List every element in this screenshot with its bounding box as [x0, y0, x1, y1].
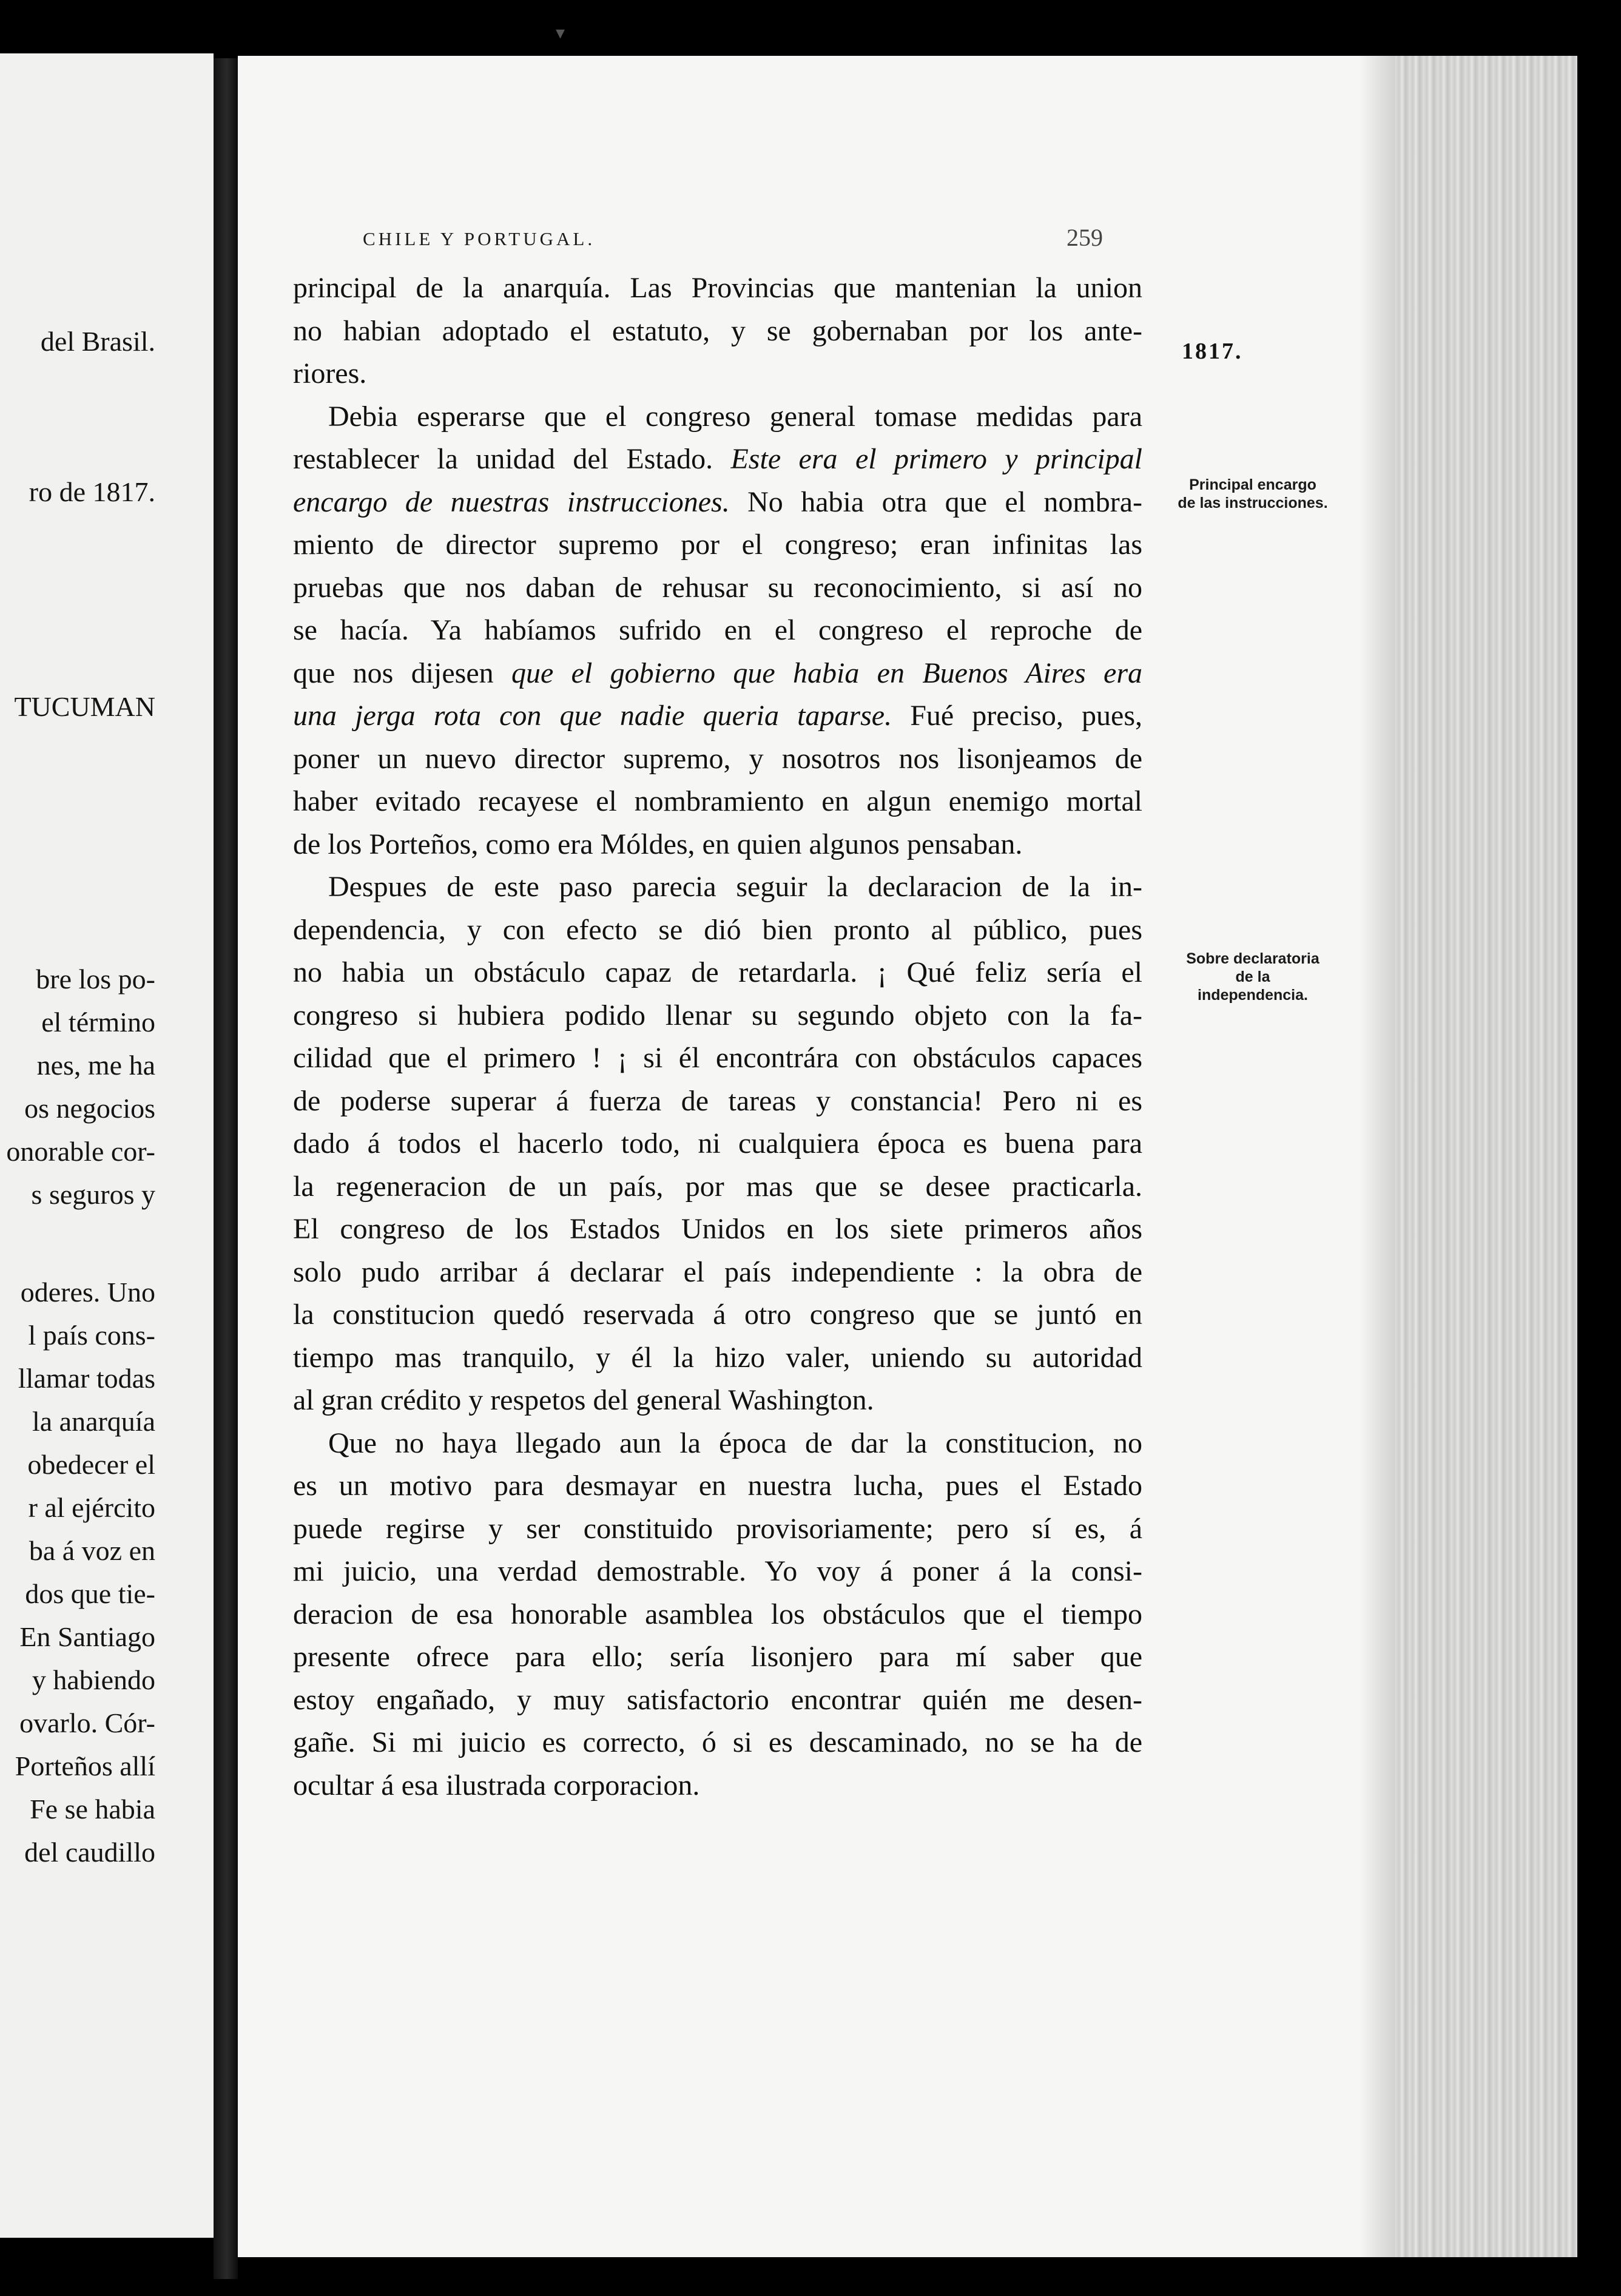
text-line	[293, 438, 1142, 481]
text-line: no habian adoptado el estatuto, y se gobernaban por los ante-	[293, 314, 1142, 347]
text-line: se hacía. Ya habíamos sufrido en el congreso el reproche de	[293, 614, 1142, 646]
left-line: oderes. Uno	[20, 1277, 155, 1308]
left-line: ro de 1817.	[29, 476, 155, 507]
text-line: pruebas que nos daban de rehusar su reconocimiento, si así no	[293, 571, 1142, 604]
text-segment: que nos dijesen	[293, 657, 494, 689]
text-line: cilidad que el primero ! ¡ si él encontrára con obstáculos capaces	[293, 1042, 1142, 1074]
text-line	[293, 695, 1142, 738]
text-line: puede regirse y ser constituido provisoriamente; pero sí es, á	[293, 1512, 1142, 1545]
book-gutter	[214, 58, 238, 2279]
left-line: TUCUMAN	[14, 691, 155, 722]
sidenote-line: Principal encargo	[1189, 476, 1316, 493]
text-line: gañe. Si mi juicio es correcto, ó si es descaminado, no se ha de	[293, 1726, 1142, 1758]
text-line: solo pudo arribar á declarar el país independiente : la obra de	[293, 1255, 1142, 1288]
italic-segment: una jerga rota con que nadie queria taparse.	[293, 700, 892, 732]
text-line: El congreso de los Estados Unidos en los siete primeros años	[293, 1213, 1142, 1245]
text-line: de los Porteños, como era Móldes, en quien algunos pensaban.	[293, 828, 1023, 860]
text-line: mi juicio, una verdad demostrable. Yo voy á poner á la consi-	[293, 1555, 1142, 1587]
text-line: al gran crédito y respetos del general Washington.	[293, 1384, 874, 1416]
italic-segment: encargo de nuestras instrucciones.	[293, 485, 730, 518]
left-line: obedecer el	[27, 1449, 155, 1480]
text-line: deracion de esa honorable asamblea los obstáculos que el tiempo	[293, 1598, 1142, 1630]
left-line: r al ejército	[28, 1492, 155, 1523]
page-edge-shade	[1359, 56, 1395, 2257]
text-line: riores.	[293, 357, 367, 390]
page-number: 259	[1067, 224, 1103, 251]
running-head-title: CHILE Y PORTUGAL.	[363, 228, 596, 249]
left-line: del Brasil.	[40, 326, 155, 357]
text-line: congreso si hubiera podido llenar su segundo objeto con la fa-	[293, 999, 1142, 1032]
left-line: llamar todas	[18, 1363, 155, 1394]
left-line: bre los po-	[36, 964, 155, 994]
page-stack-edge	[1395, 56, 1577, 2257]
text-line: Despues de este paso parecia seguir la declaracion de la in-	[328, 871, 1142, 903]
left-line: onorable cor-	[6, 1136, 155, 1167]
text-line: presente ofrece para ello; sería lisonjero para mí saber que	[293, 1641, 1142, 1673]
left-line: l país cons-	[28, 1320, 155, 1351]
text-line: ocultar á esa ilustrada corporacion.	[293, 1769, 700, 1801]
sidenote-line: independencia.	[1198, 987, 1308, 1004]
text-line: la constitucion quedó reservada á otro congreso que se juntó en	[293, 1298, 1142, 1331]
text-segment: restablecer la unidad del Estado.	[293, 443, 713, 475]
text-line: dependencia, y con efecto se dió bien pronto al público, pues	[293, 913, 1142, 946]
body-text	[293, 267, 1142, 1807]
sidenote-line: de las instrucciones.	[1178, 495, 1328, 512]
bookmark-glyph-icon: ▾	[556, 22, 565, 44]
left-line: ovarlo. Cór-	[19, 1707, 155, 1738]
text-segment: No habia otra que el nombra-	[747, 485, 1142, 518]
left-line: nes, me ha	[36, 1050, 155, 1081]
left-line: Porteños allí	[15, 1751, 155, 1781]
text-line: haber evitado recayese el nombramiento en algun enemigo mortal	[293, 785, 1142, 817]
text-line: principal de la anarquía. Las Provincias que mantenian la union	[293, 272, 1142, 304]
text-line: tiempo mas tranquilo, y él la hizo valer, uniendo su autoridad	[293, 1341, 1142, 1374]
left-line: el término	[41, 1007, 155, 1038]
text-line: Debia esperarse que el congreso general tomase medidas para	[328, 400, 1142, 433]
left-line: y habiendo	[32, 1664, 155, 1695]
italic-segment: que el gobierno que habia en Buenos Aires era	[511, 657, 1143, 689]
text-line: Que no haya llegado aun la época de dar la constitucion, no	[328, 1427, 1142, 1459]
sidenote-line: de la	[1235, 968, 1270, 985]
italic-segment: Este era el primero y principal	[730, 443, 1142, 475]
text-line: la regeneracion de un país, por mas que se desee practicarla.	[293, 1170, 1142, 1203]
text-line: estoy engañado, y muy satisfactorio encontrar quién me desen-	[293, 1683, 1142, 1716]
margin-year: 1817.	[1182, 339, 1243, 364]
text-line: de poderse superar á fuerza de tareas y constancia! Pero ni es	[293, 1084, 1142, 1117]
text-line: miento de director supremo por el congreso; eran infinitas las	[293, 528, 1142, 561]
text-line: dado á todos el hacerlo todo, ni cualquiera época es buena para	[293, 1127, 1142, 1160]
text-line: es un motivo para desmayar en nuestra lucha, pues el Estado	[293, 1470, 1142, 1502]
text-segment: Fué preciso, pues,	[910, 700, 1143, 732]
text-line: no habia un obstáculo capaz de retardarla. ¡ Qué feliz sería el	[293, 956, 1142, 988]
left-line: dos que tie-	[25, 1578, 155, 1609]
text-line	[293, 652, 1142, 695]
left-line: del caudillo	[24, 1837, 155, 1868]
sidenote-principal-encargo	[1153, 476, 1353, 512]
sidenote-line: Sobre declaratoria	[1186, 950, 1319, 967]
left-line: En Santiago	[19, 1621, 155, 1652]
left-page	[0, 53, 214, 2238]
sidenote-declaratoria	[1153, 950, 1353, 1004]
left-line: s seguros y	[31, 1179, 155, 1210]
left-line: la anarquía	[32, 1406, 155, 1437]
left-line: os negocios	[24, 1093, 155, 1124]
text-line: poner un nuevo director supremo, y nosotros nos lisonjeamos de	[293, 742, 1142, 775]
left-line: ba á voz en	[29, 1535, 155, 1566]
left-line: Fe se habia	[30, 1794, 155, 1825]
text-line	[293, 481, 1142, 524]
